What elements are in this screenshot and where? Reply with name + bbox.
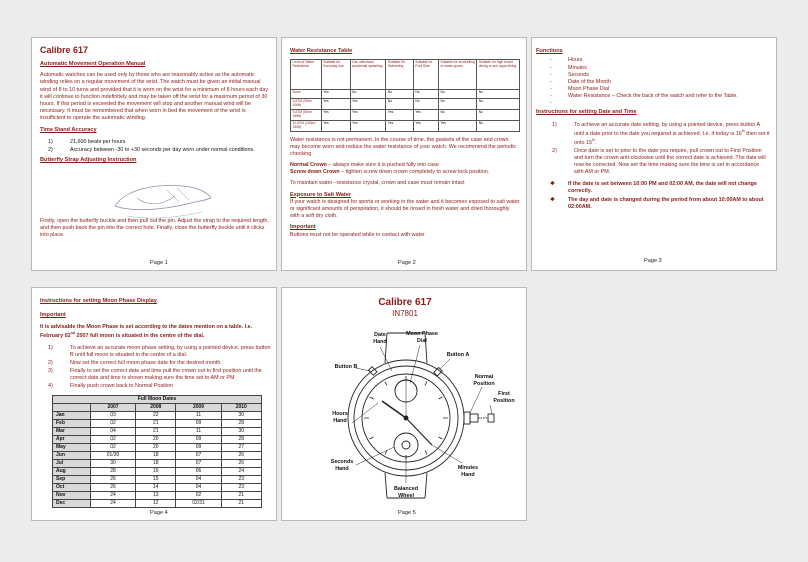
water-table-heading: Water Resistance Table [290,48,353,54]
list-item: - [550,100,552,107]
moon-phase-heading: Instructions for setting Moon Phase Display [40,298,157,304]
label-date-hand: Date [374,332,386,338]
full-moon-table [52,395,262,508]
water-resistance-table [290,59,520,131]
table-row: Feb 02 21 09 28 [53,420,262,428]
moon-steps [40,345,272,391]
page-1 [31,37,277,271]
label-hours-hand: Hand [333,418,347,424]
list-item: - Water Resistance – Check the back of the watch and refer to the Table. [550,93,738,99]
table-header: Suitable for Swimming [386,60,414,90]
table-header: 2009 [176,404,221,412]
accuracy-heading: Time Stand Accuracy [40,127,97,134]
label-date-hand-2: Hand [373,339,387,345]
strap-paragraph: Firstly, open the butterfly buckle and then pull out the pin. Adjust the strap to the required length, and then push back the pin into the correct hole. Finally, close the butterfly buckle until it clicks into place. [40,218,269,239]
list-item: 2) Once date is set to prior to the date you require, pull crown out to First Position and turn the crown anti-clockwise until the correct date is achieved. The date will now be corrected. Now set the time making sure the time is set in accordance with AM or PM. [552,147,766,175]
list-item: 1) 21,600 beats per hours [48,138,126,145]
table-row: 5 ATM (50m/ 165ft) Yes Yes Yes Yes No No [291,110,520,121]
label-minutes-hand: Hand [461,472,475,478]
label-balanced-wheel: Wheel [398,493,414,499]
label-first: First [498,391,510,397]
table-row: Jul 30 18 07 26 [53,460,262,468]
table-row: Jan 03 22 11 30 [53,412,262,420]
label-seconds: Seconds [330,459,354,465]
table-row: 3 ATM (30m/ 100ft) Yes Yes No No No No [291,99,520,110]
list-item: 1) To achieve an accurate moon phase setting, by using a pointed device, press button B until full moon is situated in the centre of a dial. [48,344,271,358]
label-button-a: Button A [446,352,470,358]
table-row: May 02 20 09 27 [53,444,262,452]
label-normal: Normal [474,374,494,380]
table-row: Nov 24 13 02 21 [53,492,262,500]
list-item: 3) Finally to set the correct date and time pull the crown out to first position until the correct date and time is shown making sure the time set to AM or PM [48,368,262,382]
important-paragraph: Buttons must not be operated while in contact with water [290,231,425,238]
table-row: Mar 04 21 11 30 [53,428,262,436]
notes-list [536,181,770,212]
label-first-position: Position [493,398,515,404]
list-item: - Hours [550,57,583,64]
maintain-text: To maintain water –resistance crystal, crown and case must remain intact [290,180,465,187]
table-header: Can withstand accidental splashing [350,60,386,90]
page-number: Page 1 [150,260,168,266]
page-number: Page 5 [398,510,416,516]
list-item: ❖ The day and date is changed during the period from about 10:00AM to about 02:00AM. [550,197,764,211]
model-number: IN7801 [392,309,418,319]
full-moon-table-title: Full Moon Dates [53,396,262,404]
label-normal-position: Position [473,381,495,387]
butterfly-buckle-sketch [107,176,217,224]
table-row: Jun 01/30 18 07 26 [53,452,262,460]
page-3 [531,37,777,271]
page-4 [31,287,277,521]
watch-diagram [282,323,527,503]
svg-text:~: ~ [162,179,164,183]
list-item: - Date of the Month [550,78,611,85]
accuracy-list [40,139,272,154]
list-item: 2) Now set the correct full moon phase date for the desired month. [48,360,222,367]
list-item: - Seconds [550,71,589,78]
label-button-b: Button B [334,364,358,370]
page-1-title: Calibre 617 [40,45,89,55]
operation-paragraph: Automatic watches can be used only by those who are reasonably active as the automatic winding relies on a regular movement of the wrist. The watch must be given an initial manual wind of 8 to 10 turns and provided that it is worn on the wrist for a minimum of 8 hours each day it will continue to function indefinitely and may be taken off the wrist for a maximum period of 30 hours. If this period is exceeded the movement will stop and another manual wind will be necessary. It must be remembered that when worn in bed the movement of the wrist is insufficient to operate the automatic winding. [40,72,269,121]
table-row: Apr 02 20 09 28 [53,436,262,444]
page-2 [281,37,527,271]
salt-water-paragraph: If your watch is designed for sports or working in the water and it becomes exposed to salt water or significant amounts of perspiration, it should be rinsed in fresh water and dried thoroughly with a soft dry cloth. [290,198,520,220]
important-heading: Important [40,312,66,319]
date-time-heading: Instructions for setting Date and Time [536,109,637,116]
label-moon-dial: Dial [417,338,427,344]
label-moon-phase: Moon Phase [406,331,438,337]
important-paragraph: It is advisable the Moon Phase is set according to the dates mention on a table. I.e. February 02nd 2007 full moon is situated in the centre of the dial. [40,323,253,339]
page-number: Page 3 [644,258,662,264]
screw-crown-text: Screw down Crown – tighten screw down crown completely to screw lock position. [290,169,490,176]
label-balanced: Balanced [394,486,418,492]
list-item: - Minutes [550,64,587,71]
table-header: Suitable for Pool Side [413,60,438,90]
page-5-title: Calibre 617 [378,297,432,308]
list-item: 1) To achieve an accurate date setting, by using a pointed device, press button A until a date prior to the date you required is achieved. I.e. if today is 16th then set it onto 15th. [552,121,770,146]
table-header: Level of Water Resistance [291,60,322,90]
table-header: Suitable for high board diving or sub aqua diving [477,60,520,90]
date-time-steps [536,122,770,176]
table-row: Sep 26 15 04 23 [53,476,262,484]
strap-heading: Butterfly Strap Adjusting Instruction [40,156,137,163]
label-seconds-hand: Hand [335,466,349,472]
page-5 [281,287,527,521]
list-item: 4) Finally push crown back to Normal Position [48,383,174,390]
table-row: Aug 28 16 06 24 [53,468,262,476]
functions-list [536,57,770,107]
functions-heading: Functions [536,48,563,54]
table-header: Suitable for Everyday use [321,60,350,90]
table-row: Oct 26 14 04 23 [53,484,262,492]
list-item: - Moon Phase Dial [550,85,610,92]
operation-manual-heading: Automatic Movement Operation Manual [40,60,146,67]
list-item: 2) Accuracy between -30 to +30 seconds per day worn under normal conditions. [48,146,255,153]
table-row: 10 ATM (100m/ 330ft) Yes Yes Yes Yes Yes No [291,121,520,132]
table-header: 2007 [91,404,136,412]
table-row: None Yes No No No No No [291,90,520,99]
list-item: ❖ If the date is set between 10:00 PM and 02:00 AM, the date will not change correctly. [550,181,757,195]
table-header: Suitable for snorkelling or water sports [438,60,476,90]
important-heading: Important [290,224,316,231]
table-row: Dec 24 12 02/31 21 [53,500,262,508]
label-minutes: Minutes [457,465,479,471]
page-number: Page 4 [150,510,168,516]
page-number: Page 2 [398,260,416,266]
salt-water-heading: Exposure to Salt Water [290,191,352,198]
table-header: 2008 [136,404,176,412]
table-header: 2010 [221,404,261,412]
water-paragraph: Water resistance is not permanent. In the course of time, the gaskets of the case and crown may become worn and reduce the water resistance of your watch. We recommend the periodic checking [290,136,517,158]
label-hours: Hours [332,411,348,417]
normal-crown-text: Normal Crown – always make sure it is pushed fully into case [290,162,439,169]
